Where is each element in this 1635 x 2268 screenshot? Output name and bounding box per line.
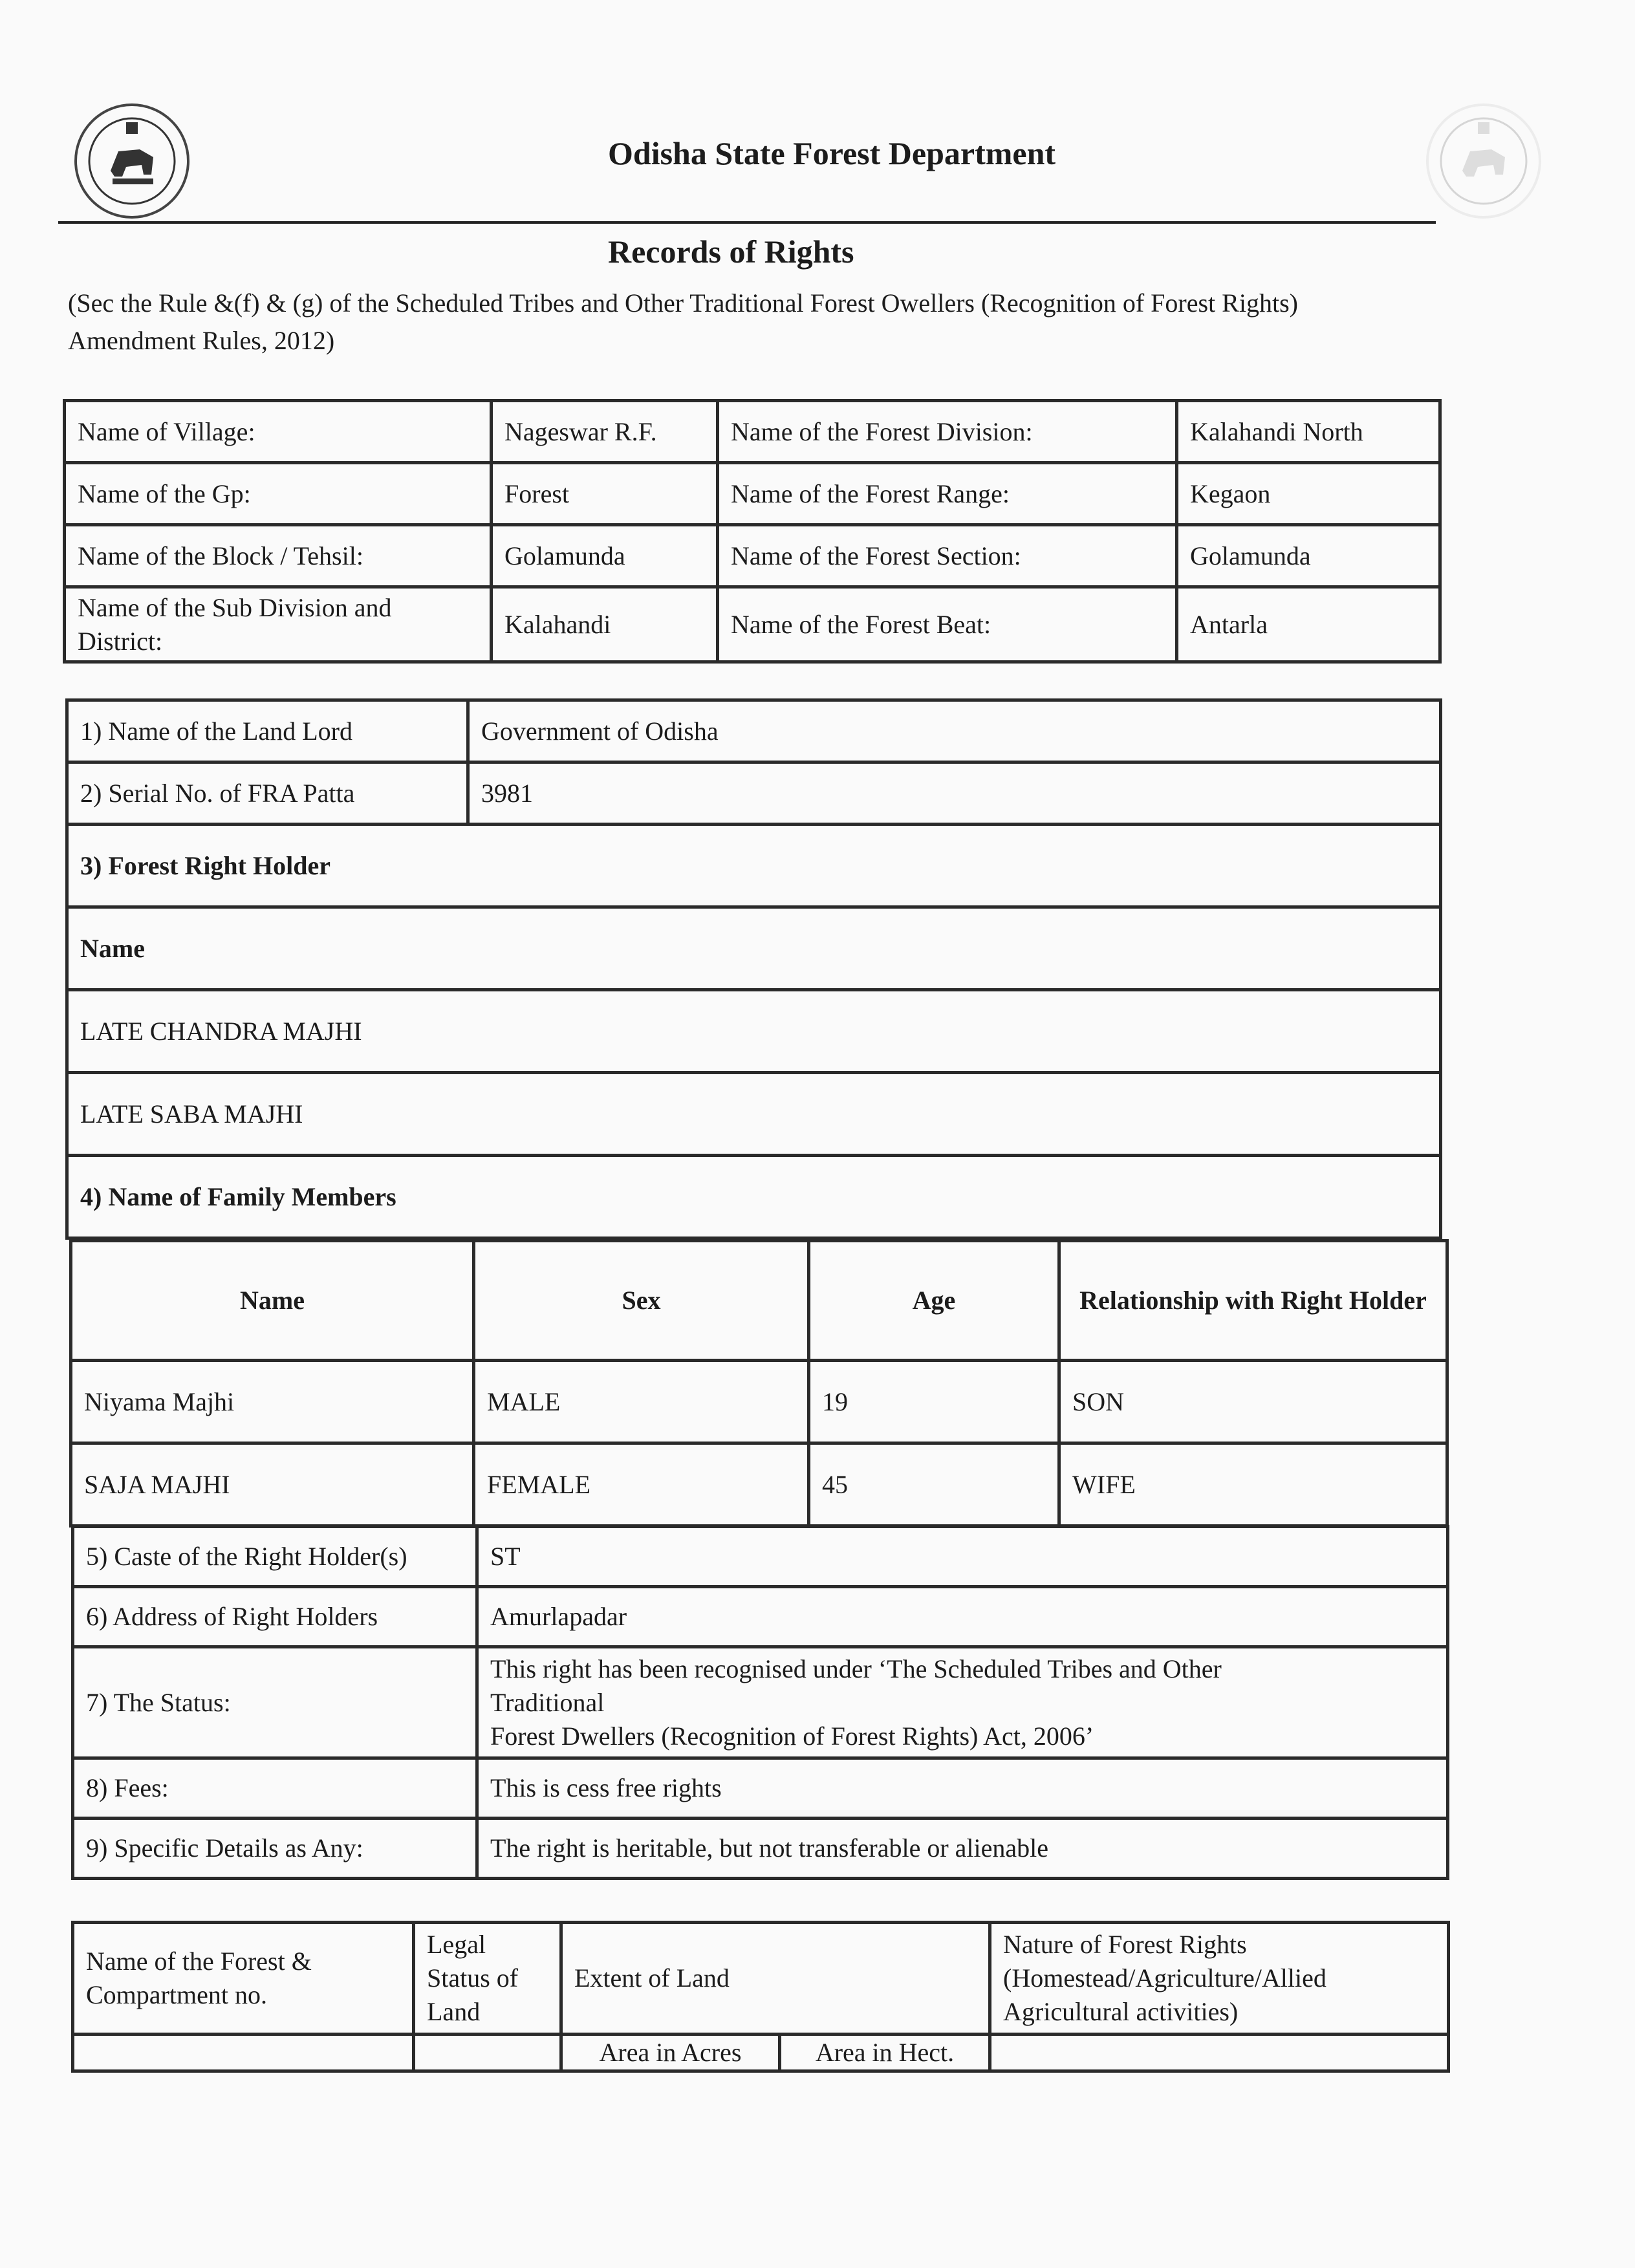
area-acres-header: Area in Acres xyxy=(561,2035,780,2071)
details-table xyxy=(71,1525,1449,1880)
holder-name-1: LATE CHANDRA MAJHI xyxy=(67,990,1441,1073)
land-table xyxy=(71,1921,1450,2073)
header-divider xyxy=(58,221,1436,224)
rights-table xyxy=(65,698,1442,1240)
department-title: Odisha State Forest Department xyxy=(608,135,1056,171)
forest-compartment-header: Name of the Forest & Compartment no. xyxy=(73,1923,414,2035)
member-sex: MALE xyxy=(474,1361,809,1443)
forest-beat-label: Name of the Forest Beat: xyxy=(718,587,1177,662)
empty-cell xyxy=(73,2035,414,2071)
column-header-age: Age xyxy=(809,1241,1059,1361)
caste-value: ST xyxy=(477,1527,1448,1587)
status-line-2: Traditional xyxy=(490,1687,605,1717)
holder-name-heading: Name xyxy=(67,907,1441,990)
location-table xyxy=(63,399,1442,664)
extent-header: Extent of Land xyxy=(561,1923,990,2035)
area-hect-header: Area in Hect. xyxy=(780,2035,990,2071)
forest-range-label: Name of the Forest Range: xyxy=(718,463,1177,525)
rule-reference: (Sec the Rule &(f) & (g) of the Scheduled Tribes and Other Traditional Forest Owellers (Recognition of Forest Rights) Amendment Rules, 2012) xyxy=(68,288,1298,355)
fees-label: 8) Fees: xyxy=(73,1758,477,1819)
status-line-3: Forest Dwellers (Recognition of Forest Rights) Act, 2006’ xyxy=(490,1721,1094,1751)
forest-section-value: Golamunda xyxy=(1177,525,1440,587)
serial-value: 3981 xyxy=(468,762,1441,825)
empty-cell xyxy=(990,2035,1449,2071)
specific-label: 9) Specific Details as Any: xyxy=(73,1819,477,1879)
subdivision-label: Name of the Sub Division and District: xyxy=(65,587,492,662)
member-name: SAJA MAJHI xyxy=(71,1443,474,1526)
forest-section-label: Name of the Forest Section: xyxy=(718,525,1177,587)
block-label: Name of the Block / Tehsil: xyxy=(65,525,492,587)
member-relationship: WIFE xyxy=(1059,1443,1447,1526)
village-value: Nageswar R.F. xyxy=(492,401,718,463)
member-relationship: SON xyxy=(1059,1361,1447,1443)
address-value: Amurlapadar xyxy=(477,1587,1448,1647)
forest-division-label: Name of the Forest Division: xyxy=(718,401,1177,463)
specific-value: The right is heritable, but not transferable or alienable xyxy=(477,1819,1448,1879)
legal-status-header: Legal Status of Land xyxy=(414,1923,561,2035)
faded-emblem-icon xyxy=(1426,103,1541,219)
status-value xyxy=(477,1647,1448,1758)
family-table xyxy=(69,1239,1449,1528)
column-header-sex: Sex xyxy=(474,1241,809,1361)
subdivision-value: Kalahandi xyxy=(492,587,718,662)
address-label: 6) Address of Right Holders xyxy=(73,1587,477,1647)
landlord-label: 1) Name of the Land Lord xyxy=(67,700,468,762)
nature-header: Nature of Forest Rights (Homestead/Agriculture/Allied Agricultural activities) xyxy=(990,1923,1449,2035)
fees-value: This is cess free rights xyxy=(477,1758,1448,1819)
gp-value: Forest xyxy=(492,463,718,525)
holder-name-2: LATE SABA MAJHI xyxy=(67,1073,1441,1156)
block-value: Golamunda xyxy=(492,525,718,587)
caste-label: 5) Caste of the Right Holder(s) xyxy=(73,1527,477,1587)
gp-label: Name of the Gp: xyxy=(65,463,492,525)
forest-division-value: Kalahandi North xyxy=(1177,401,1440,463)
document-title: Records of Rights xyxy=(608,233,854,270)
forest-beat-value: Antarla xyxy=(1177,587,1440,662)
status-line-1: This right has been recognised under ‘The Scheduled Tribes and Other xyxy=(490,1654,1222,1683)
family-heading: 4) Name of Family Members xyxy=(67,1156,1441,1238)
table-row xyxy=(71,1443,1447,1526)
member-sex: FEMALE xyxy=(474,1443,809,1526)
member-age: 19 xyxy=(809,1361,1059,1443)
member-age: 45 xyxy=(809,1443,1059,1526)
forest-range-value: Kegaon xyxy=(1177,463,1440,525)
table-row xyxy=(71,1361,1447,1443)
column-header-relationship: Relationship with Right Holder xyxy=(1059,1241,1447,1361)
holder-heading: 3) Forest Right Holder xyxy=(67,825,1441,907)
landlord-value: Government of Odisha xyxy=(468,700,1441,762)
odisha-emblem-icon xyxy=(74,103,189,219)
empty-cell xyxy=(414,2035,561,2071)
serial-label: 2) Serial No. of FRA Patta xyxy=(67,762,468,825)
column-header-name: Name xyxy=(71,1241,474,1361)
village-label: Name of Village: xyxy=(65,401,492,463)
status-label: 7) The Status: xyxy=(73,1647,477,1758)
member-name: Niyama Majhi xyxy=(71,1361,474,1443)
